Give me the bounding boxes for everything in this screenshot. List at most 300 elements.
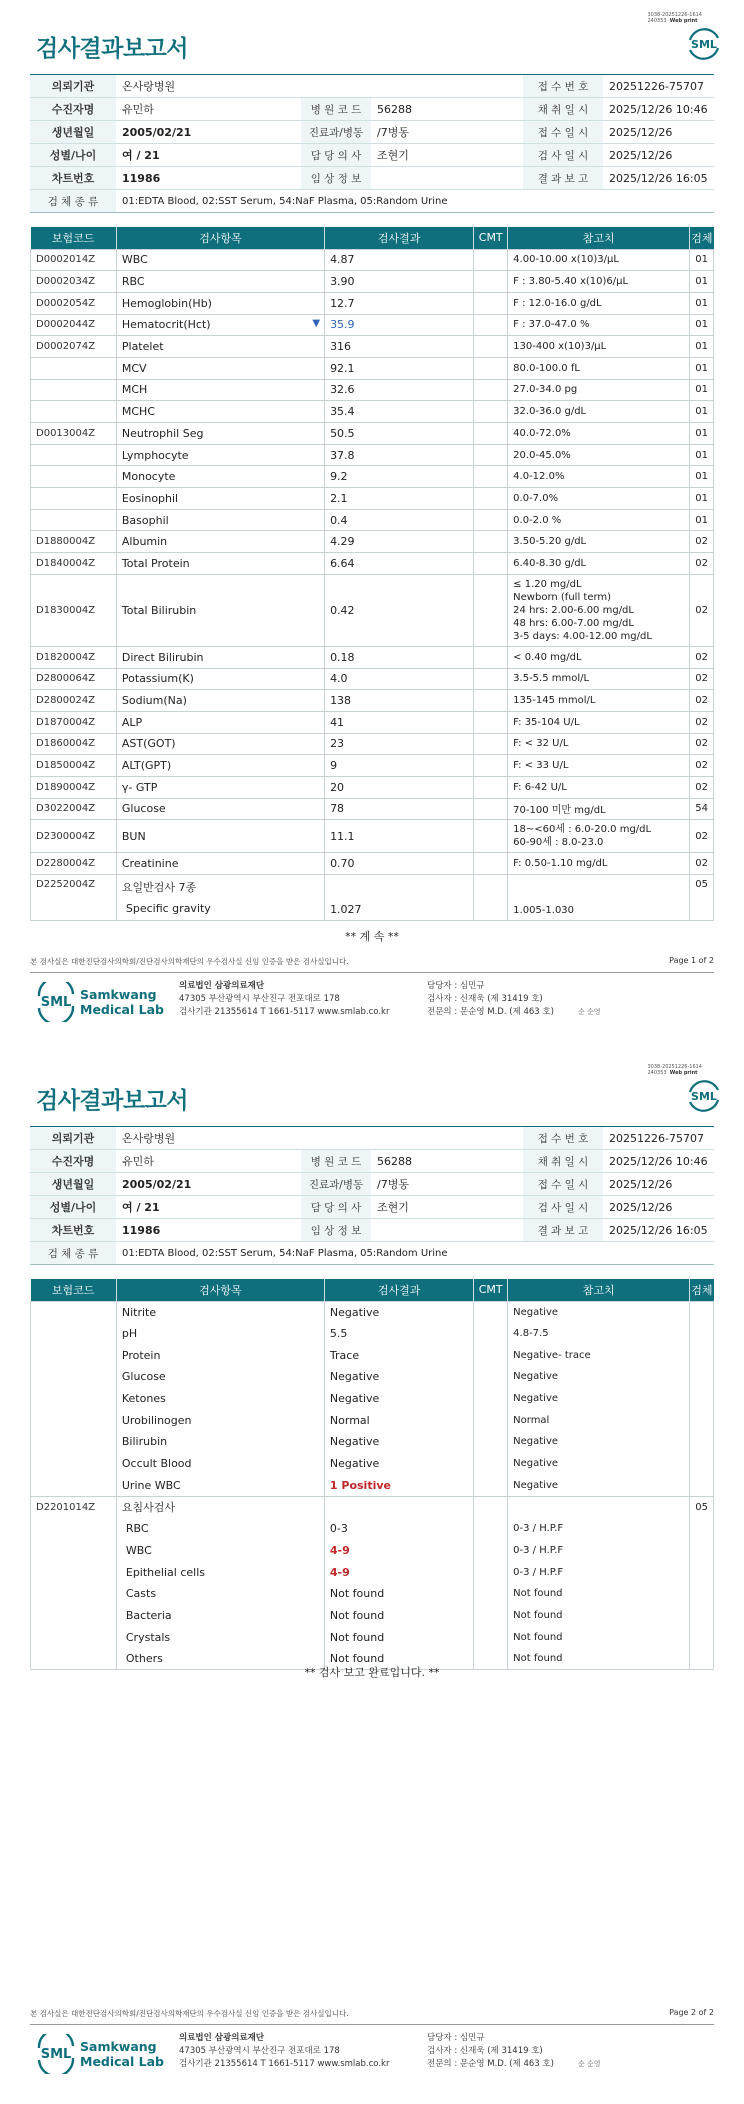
reference-range: Negative (508, 1431, 690, 1453)
cmt-cell (474, 379, 508, 401)
test-item (116, 314, 324, 336)
table-row (31, 733, 714, 755)
cmt-cell (474, 1583, 508, 1605)
lab-name-line2-p2: Medical Lab (80, 2054, 164, 2069)
cmt-cell (474, 292, 508, 314)
insurance-code (31, 1453, 117, 1475)
cmt-cell (474, 271, 508, 293)
cmt-cell (474, 1496, 508, 1518)
table-row (31, 488, 714, 510)
cmt-cell (474, 798, 508, 820)
test-item (116, 531, 324, 553)
footer-note-p2: 본 검사실은 대한진단검사의학회/진단검사의학재단의 우수검사실 신임 인증을 받은 검사실입니다. (30, 2009, 349, 2018)
table-row (31, 755, 714, 777)
cmt-cell (474, 646, 508, 668)
reference-range: 0-3 / H.P.F (508, 1518, 690, 1540)
dept-value: /7병동 (371, 121, 523, 144)
reference-range: 70-100 미만 mg/dL (508, 798, 690, 820)
specimen-code (690, 1540, 714, 1562)
page-title-p2: 검사결과보고서 (36, 1088, 189, 1114)
insurance-code (31, 488, 117, 510)
header-cmt-p2: CMT (474, 1279, 508, 1301)
dept-value-p2: /7병동 (371, 1173, 523, 1196)
test-result: 92.1 (325, 357, 474, 379)
cmt-cell (474, 1540, 508, 1562)
reference-range: 40.0-72.0% (508, 423, 690, 445)
header-ref: 참고치 (508, 227, 690, 249)
reference-range (508, 574, 690, 646)
table-row (31, 668, 714, 690)
specimen-code (690, 1453, 714, 1475)
insurance-code: D3022004Z (31, 798, 117, 820)
reference-line: 18~<60세 : 6.0-20.0 mg/dL (513, 824, 652, 836)
lab-contact: 검사기관 21355614 T 1661-5117 www.smlab.co.kr (179, 1007, 390, 1017)
insurance-code (31, 1561, 117, 1583)
sub-ref: 1.005-1.030 (513, 905, 575, 916)
doc-code-p2 (647, 1064, 702, 1076)
staff-manager-p2: 담당자 : 심민규 (427, 2033, 485, 2043)
report-page-2 (0, 1052, 744, 2104)
header-cmt: CMT (474, 227, 508, 249)
specimen-code: 01 (690, 271, 714, 293)
cmt-cell (474, 1453, 508, 1475)
cmt-cell (474, 1323, 508, 1345)
test-item: Casts (116, 1583, 324, 1605)
staff-specialist: 전문의 : 문순영 M.D. (제 463 호) (427, 1007, 554, 1017)
specimen-code: 01 (690, 357, 714, 379)
page-number-p2: Page 2 of 2 (669, 2008, 714, 2017)
specimen-code: 54 (690, 798, 714, 820)
continue-text: ** 계 속 ** (345, 930, 399, 943)
cmt-cell (474, 820, 508, 853)
table-row (31, 1366, 714, 1388)
label-dept-p2: 진료과/병동 (301, 1173, 371, 1196)
specimen-code: 02 (690, 531, 714, 553)
lab-address: 47305 부산광역시 부산진구 전포대로 178 (179, 994, 340, 1004)
test-result: Negative (324, 1453, 473, 1475)
lab-staff-p2 (427, 2032, 554, 2071)
insurance-code (31, 1323, 117, 1345)
test-item (116, 292, 324, 314)
test-result: 32.6 (325, 379, 474, 401)
cmt-cell (474, 357, 508, 379)
reference-range: F : 37.0-47.0 % (508, 314, 690, 336)
test-result: 78 (325, 798, 474, 820)
specimen-code: 02 (690, 755, 714, 777)
test-result (324, 1496, 473, 1518)
test-result: 41 (325, 711, 474, 733)
test-result: Negative (324, 1366, 473, 1388)
test-item: Crystals (116, 1626, 324, 1648)
test-item-label: ALP (121, 715, 143, 729)
institution-value: 온사랑병원 (116, 75, 523, 98)
doc-code-line1-p2: 3038-20251226-1614 (647, 1064, 702, 1070)
test-result: 4-9 (324, 1540, 473, 1562)
insurance-code: D1830004Z (31, 574, 117, 646)
test-item (116, 444, 324, 466)
test-item-label: Creatinine (121, 857, 179, 871)
table-row (31, 314, 714, 336)
lab-name-line1-p2: Samkwang (80, 2039, 157, 2054)
insurance-code (31, 1626, 117, 1648)
reference-range: 4.0-12.0% (508, 466, 690, 488)
lab-staff (427, 980, 554, 1019)
reference-range (508, 875, 690, 921)
test-result: 9.2 (325, 466, 474, 488)
table-row (31, 1388, 714, 1410)
hospital-code-value: 56288 (371, 98, 523, 121)
test-item (116, 401, 324, 423)
test-date-value: 2025/12/26 (603, 144, 714, 167)
specimen-code: 01 (690, 488, 714, 510)
specimen-code: 01 (690, 466, 714, 488)
table-row (31, 379, 714, 401)
table-row (31, 423, 714, 445)
test-item-label: Direct Bilirubin (121, 650, 204, 664)
test-result: 6.64 (325, 553, 474, 575)
reference-line: 60-90세 : 8.0-23.0 (513, 837, 604, 849)
insurance-code: D2800064Z (31, 668, 117, 690)
staff-tester-p2: 검사자 : 신재욱 (제 31419 호) (427, 2046, 543, 2056)
specimen-code: 05 (690, 875, 714, 921)
test-item-label: MCHC (121, 405, 155, 419)
table-row (31, 1409, 714, 1431)
insurance-code (31, 401, 117, 423)
received-value-p2: 2025/12/26 (603, 1173, 714, 1196)
collect-time-value-p2: 2025/12/26 10:46 (603, 1150, 714, 1173)
header-ref-p2: 참고치 (508, 1279, 690, 1301)
test-item (116, 553, 324, 575)
footer-divider (30, 972, 714, 973)
insurance-code: D2300004Z (31, 820, 117, 853)
cmt-cell (474, 853, 508, 875)
test-result: 35.4 (325, 401, 474, 423)
test-result: 138 (325, 690, 474, 712)
test-item-label: AST(GOT) (121, 737, 176, 751)
specimen-code: 02 (690, 853, 714, 875)
cmt-cell (474, 466, 508, 488)
label-hospital-code: 병 원 코 드 (301, 98, 371, 121)
test-result: 4-9 (324, 1561, 473, 1583)
specimen-code: 02 (690, 776, 714, 798)
samkwang-logo-text-p2: SML (40, 2047, 72, 2062)
test-item (116, 853, 324, 875)
test-result: 0.70 (325, 853, 474, 875)
label-sex-age: 성별/나이 (30, 144, 116, 167)
footer-note: 본 검사실은 대한진단검사의학회/진단검사의학재단의 우수검사실 신임 인증을 받은 검사실입니다. (30, 957, 349, 966)
test-item-label: WBC (121, 253, 148, 267)
cmt-cell (474, 668, 508, 690)
specimen-code (690, 1626, 714, 1648)
test-item-label: RBC (121, 275, 145, 289)
test-item-label: Potassium(K) (121, 672, 194, 686)
label-institution: 의뢰기관 (30, 75, 116, 98)
insurance-code: D2280004Z (31, 853, 117, 875)
cmt-cell (474, 875, 508, 921)
institution-value-p2: 온사랑병원 (116, 1127, 523, 1150)
label-patient: 수진자명 (30, 98, 116, 121)
test-item (116, 336, 324, 358)
header-item-p2: 검사항목 (116, 1279, 324, 1301)
cmt-cell (474, 553, 508, 575)
reference-line: 3-5 days: 4.00-12.00 mg/dL (513, 630, 652, 642)
label-test-date: 검 사 일 시 (523, 144, 603, 167)
lab-name-line2: Medical Lab (80, 1002, 164, 1017)
test-result: 20 (325, 776, 474, 798)
label-result-report-p2: 결 과 보 고 (523, 1219, 603, 1242)
sml-logo-text: SML (691, 38, 717, 51)
insurance-code (31, 1475, 117, 1497)
clinical-info-value-p2 (371, 1219, 523, 1242)
table-row (31, 574, 714, 646)
test-item: Others (116, 1648, 324, 1670)
insurance-code (31, 1540, 117, 1562)
cmt-cell (474, 336, 508, 358)
page-title: 검사결과보고서 (36, 36, 189, 62)
insurance-code: D2800024Z (31, 690, 117, 712)
specimen-code (690, 1409, 714, 1431)
receipt-no-value-p2: 20251226-75707 (603, 1127, 714, 1150)
test-item-label: Eosinophil (121, 491, 179, 505)
staff-specialist-p2: 전문의 : 문순영 M.D. (제 463 호) (427, 2059, 554, 2069)
cmt-cell (474, 1626, 508, 1648)
insurance-code: D1860004Z (31, 733, 117, 755)
test-item (116, 820, 324, 853)
test-item-label: Hematocrit(Hct) (121, 318, 211, 332)
specimen-code: 02 (690, 668, 714, 690)
doc-code (647, 12, 702, 24)
test-item-label: MCH (121, 383, 148, 397)
lab-info-p2 (179, 2032, 389, 2071)
insurance-code: D2201014Z (31, 1496, 117, 1518)
table-row (31, 690, 714, 712)
table-row (31, 798, 714, 820)
test-result: 23 (325, 733, 474, 755)
specimen-code: 01 (690, 509, 714, 531)
table-row (31, 444, 714, 466)
reference-range: Negative (508, 1388, 690, 1410)
lab-org-p2: 의료법인 삼광의료재단 (179, 2033, 265, 2043)
sub-item: Specific gravity (125, 901, 211, 915)
table-row (31, 292, 714, 314)
reference-range: Negative (508, 1453, 690, 1475)
reference-range: 0.0-2.0 % (508, 509, 690, 531)
reference-range: Negative (508, 1366, 690, 1388)
reference-range: < 0.40 mg/dL (508, 646, 690, 668)
label-hospital-code-p2: 병 원 코 드 (301, 1150, 371, 1173)
specimen-code: 02 (690, 646, 714, 668)
test-item (116, 379, 324, 401)
web-print-label-p2: Web print (669, 1070, 698, 1076)
reference-range: 0-3 / H.P.F (508, 1561, 690, 1583)
sml-logo-icon-p2 (686, 1078, 722, 1114)
insurance-code (31, 1583, 117, 1605)
test-result: 0.4 (325, 509, 474, 531)
reference-range (508, 1496, 690, 1518)
test-result: Not found (324, 1583, 473, 1605)
table-row (31, 1344, 714, 1366)
label-test-date-p2: 검 사 일 시 (523, 1196, 603, 1219)
test-item-label: Neutrophil Seg (121, 426, 204, 440)
table-row (31, 1518, 714, 1540)
reference-range: F: < 32 U/L (508, 733, 690, 755)
header-result: 검사결과 (325, 227, 474, 249)
cmt-cell (474, 755, 508, 777)
cmt-cell (474, 776, 508, 798)
samkwang-logo-icon (36, 982, 176, 1022)
test-item (116, 690, 324, 712)
specimen-code: 02 (690, 690, 714, 712)
cmt-cell (474, 531, 508, 553)
low-flag-icon: ▼ (312, 318, 321, 330)
lab-name-line1: Samkwang (80, 987, 157, 1002)
cmt-cell (474, 1518, 508, 1540)
reference-range: Not found (508, 1648, 690, 1670)
test-item (116, 668, 324, 690)
specimen-code: 01 (690, 314, 714, 336)
test-item: Occult Blood (116, 1453, 324, 1475)
sml-logo-icon (686, 26, 722, 62)
test-item: Urobilinogen (116, 1409, 324, 1431)
reference-range: 130-400 x(10)3/μL (508, 336, 690, 358)
test-item (116, 271, 324, 293)
specimen-code: 02 (690, 733, 714, 755)
test-result: 50.5 (325, 423, 474, 445)
cmt-cell (474, 711, 508, 733)
clinical-info-value (371, 167, 523, 190)
insurance-code: D0002074Z (31, 336, 117, 358)
insurance-code: D0002054Z (31, 292, 117, 314)
table-row (31, 711, 714, 733)
specimen-code: 05 (690, 1496, 714, 1518)
test-result: 12.7 (325, 292, 474, 314)
specimen-value: 01:EDTA Blood, 02:SST Serum, 54:NaF Plasma, 05:Random Urine (116, 190, 714, 213)
label-specimen-p2: 검 체 종 류 (30, 1242, 116, 1265)
insurance-code (31, 1344, 117, 1366)
reference-range: Not found (508, 1605, 690, 1627)
table-row (31, 1626, 714, 1648)
page-number: Page 1 of 2 (669, 956, 714, 965)
test-item-label: γ- GTP (121, 780, 158, 794)
test-result: 4.87 (325, 249, 474, 271)
reference-line: 48 hrs: 6.00-7.00 mg/dL (513, 617, 634, 629)
cmt-cell (474, 314, 508, 336)
cmt-cell (474, 444, 508, 466)
group-title: 요일반검사 7종 (121, 880, 197, 894)
specimen-code (690, 1344, 714, 1366)
table-row (31, 1540, 714, 1562)
header-result-p2: 검사결과 (324, 1279, 473, 1301)
hospital-code-value-p2: 56288 (371, 1150, 523, 1173)
specimen-code: 02 (690, 553, 714, 575)
header-specimen: 검체 (690, 227, 714, 249)
footer-divider-p2 (30, 2024, 714, 2025)
specimen-code (690, 1518, 714, 1540)
sml-logo-text-p2: SML (691, 1090, 717, 1103)
test-result: 9 (325, 755, 474, 777)
test-result (325, 875, 474, 921)
table-row (31, 646, 714, 668)
label-clinical-info-p2: 임 상 정 보 (301, 1219, 371, 1242)
specimen-code (690, 1605, 714, 1627)
reference-range: F: < 33 U/L (508, 755, 690, 777)
result-report-value-p2: 2025/12/26 16:05 (603, 1219, 714, 1242)
table-row (31, 853, 714, 875)
insurance-code (31, 1518, 117, 1540)
label-result-report: 결 과 보 고 (523, 167, 603, 190)
test-result: Not found (324, 1648, 473, 1670)
test-item: Bacteria (116, 1605, 324, 1627)
test-item: RBC (116, 1518, 324, 1540)
test-result: 4.29 (325, 531, 474, 553)
test-item: 요침사검사 (116, 1496, 324, 1518)
reference-range: 135-145 mmol/L (508, 690, 690, 712)
specimen-code: 02 (690, 711, 714, 733)
insurance-code: D1820004Z (31, 646, 117, 668)
reference-line: Newborn (full term) (513, 591, 612, 603)
label-receipt-no: 접 수 번 호 (523, 75, 603, 98)
test-item (116, 357, 324, 379)
specimen-code (690, 1388, 714, 1410)
insurance-code (31, 1431, 117, 1453)
cmt-cell (474, 1344, 508, 1366)
insurance-code (31, 1301, 117, 1323)
reference-range: Negative- trace (508, 1344, 690, 1366)
cmt-cell (474, 574, 508, 646)
table-row (31, 357, 714, 379)
reference-range: Not found (508, 1626, 690, 1648)
signature: 순 순영 (578, 1008, 601, 1016)
insurance-code: D1890004Z (31, 776, 117, 798)
test-result: 37.8 (325, 444, 474, 466)
label-dept: 진료과/병동 (301, 121, 371, 144)
test-result: 5.5 (324, 1323, 473, 1345)
table-row (31, 1301, 714, 1323)
label-patient-p2: 수진자명 (30, 1150, 116, 1173)
test-item: Protein (116, 1344, 324, 1366)
label-birth: 생년월일 (30, 121, 116, 144)
specimen-code: 01 (690, 336, 714, 358)
test-result: 35.9 (325, 314, 474, 336)
label-clinical-info: 임 상 정 보 (301, 167, 371, 190)
reference-range: Normal (508, 1409, 690, 1431)
test-result: Trace (324, 1344, 473, 1366)
cmt-cell (474, 733, 508, 755)
cmt-cell (474, 423, 508, 445)
lab-contact-p2: 검사기관 21355614 T 1661-5117 www.smlab.co.kr (179, 2059, 390, 2069)
insurance-code: D0002044Z (31, 314, 117, 336)
test-result: 316 (325, 336, 474, 358)
specimen-code: 01 (690, 401, 714, 423)
lab-logo (36, 982, 176, 1026)
chart-no-value-p2: 11986 (116, 1219, 301, 1242)
reference-range: F : 12.0-16.0 g/dL (508, 292, 690, 314)
samkwang-logo-text: SML (40, 995, 72, 1010)
chart-no-value: 11986 (116, 167, 301, 190)
test-result: 1 Positive (324, 1475, 473, 1497)
test-result: 3.90 (325, 271, 474, 293)
cmt-cell (474, 1388, 508, 1410)
label-received-p2: 접 수 일 시 (523, 1173, 603, 1196)
specimen-code: 01 (690, 292, 714, 314)
test-result: 11.1 (325, 820, 474, 853)
test-date-value-p2: 2025/12/26 (603, 1196, 714, 1219)
specimen-code: 01 (690, 379, 714, 401)
results-table-page-2 (30, 1279, 714, 1670)
insurance-code: D1840004Z (31, 553, 117, 575)
test-item (116, 574, 324, 646)
birth-value-p2: 2005/02/21 (116, 1173, 301, 1196)
